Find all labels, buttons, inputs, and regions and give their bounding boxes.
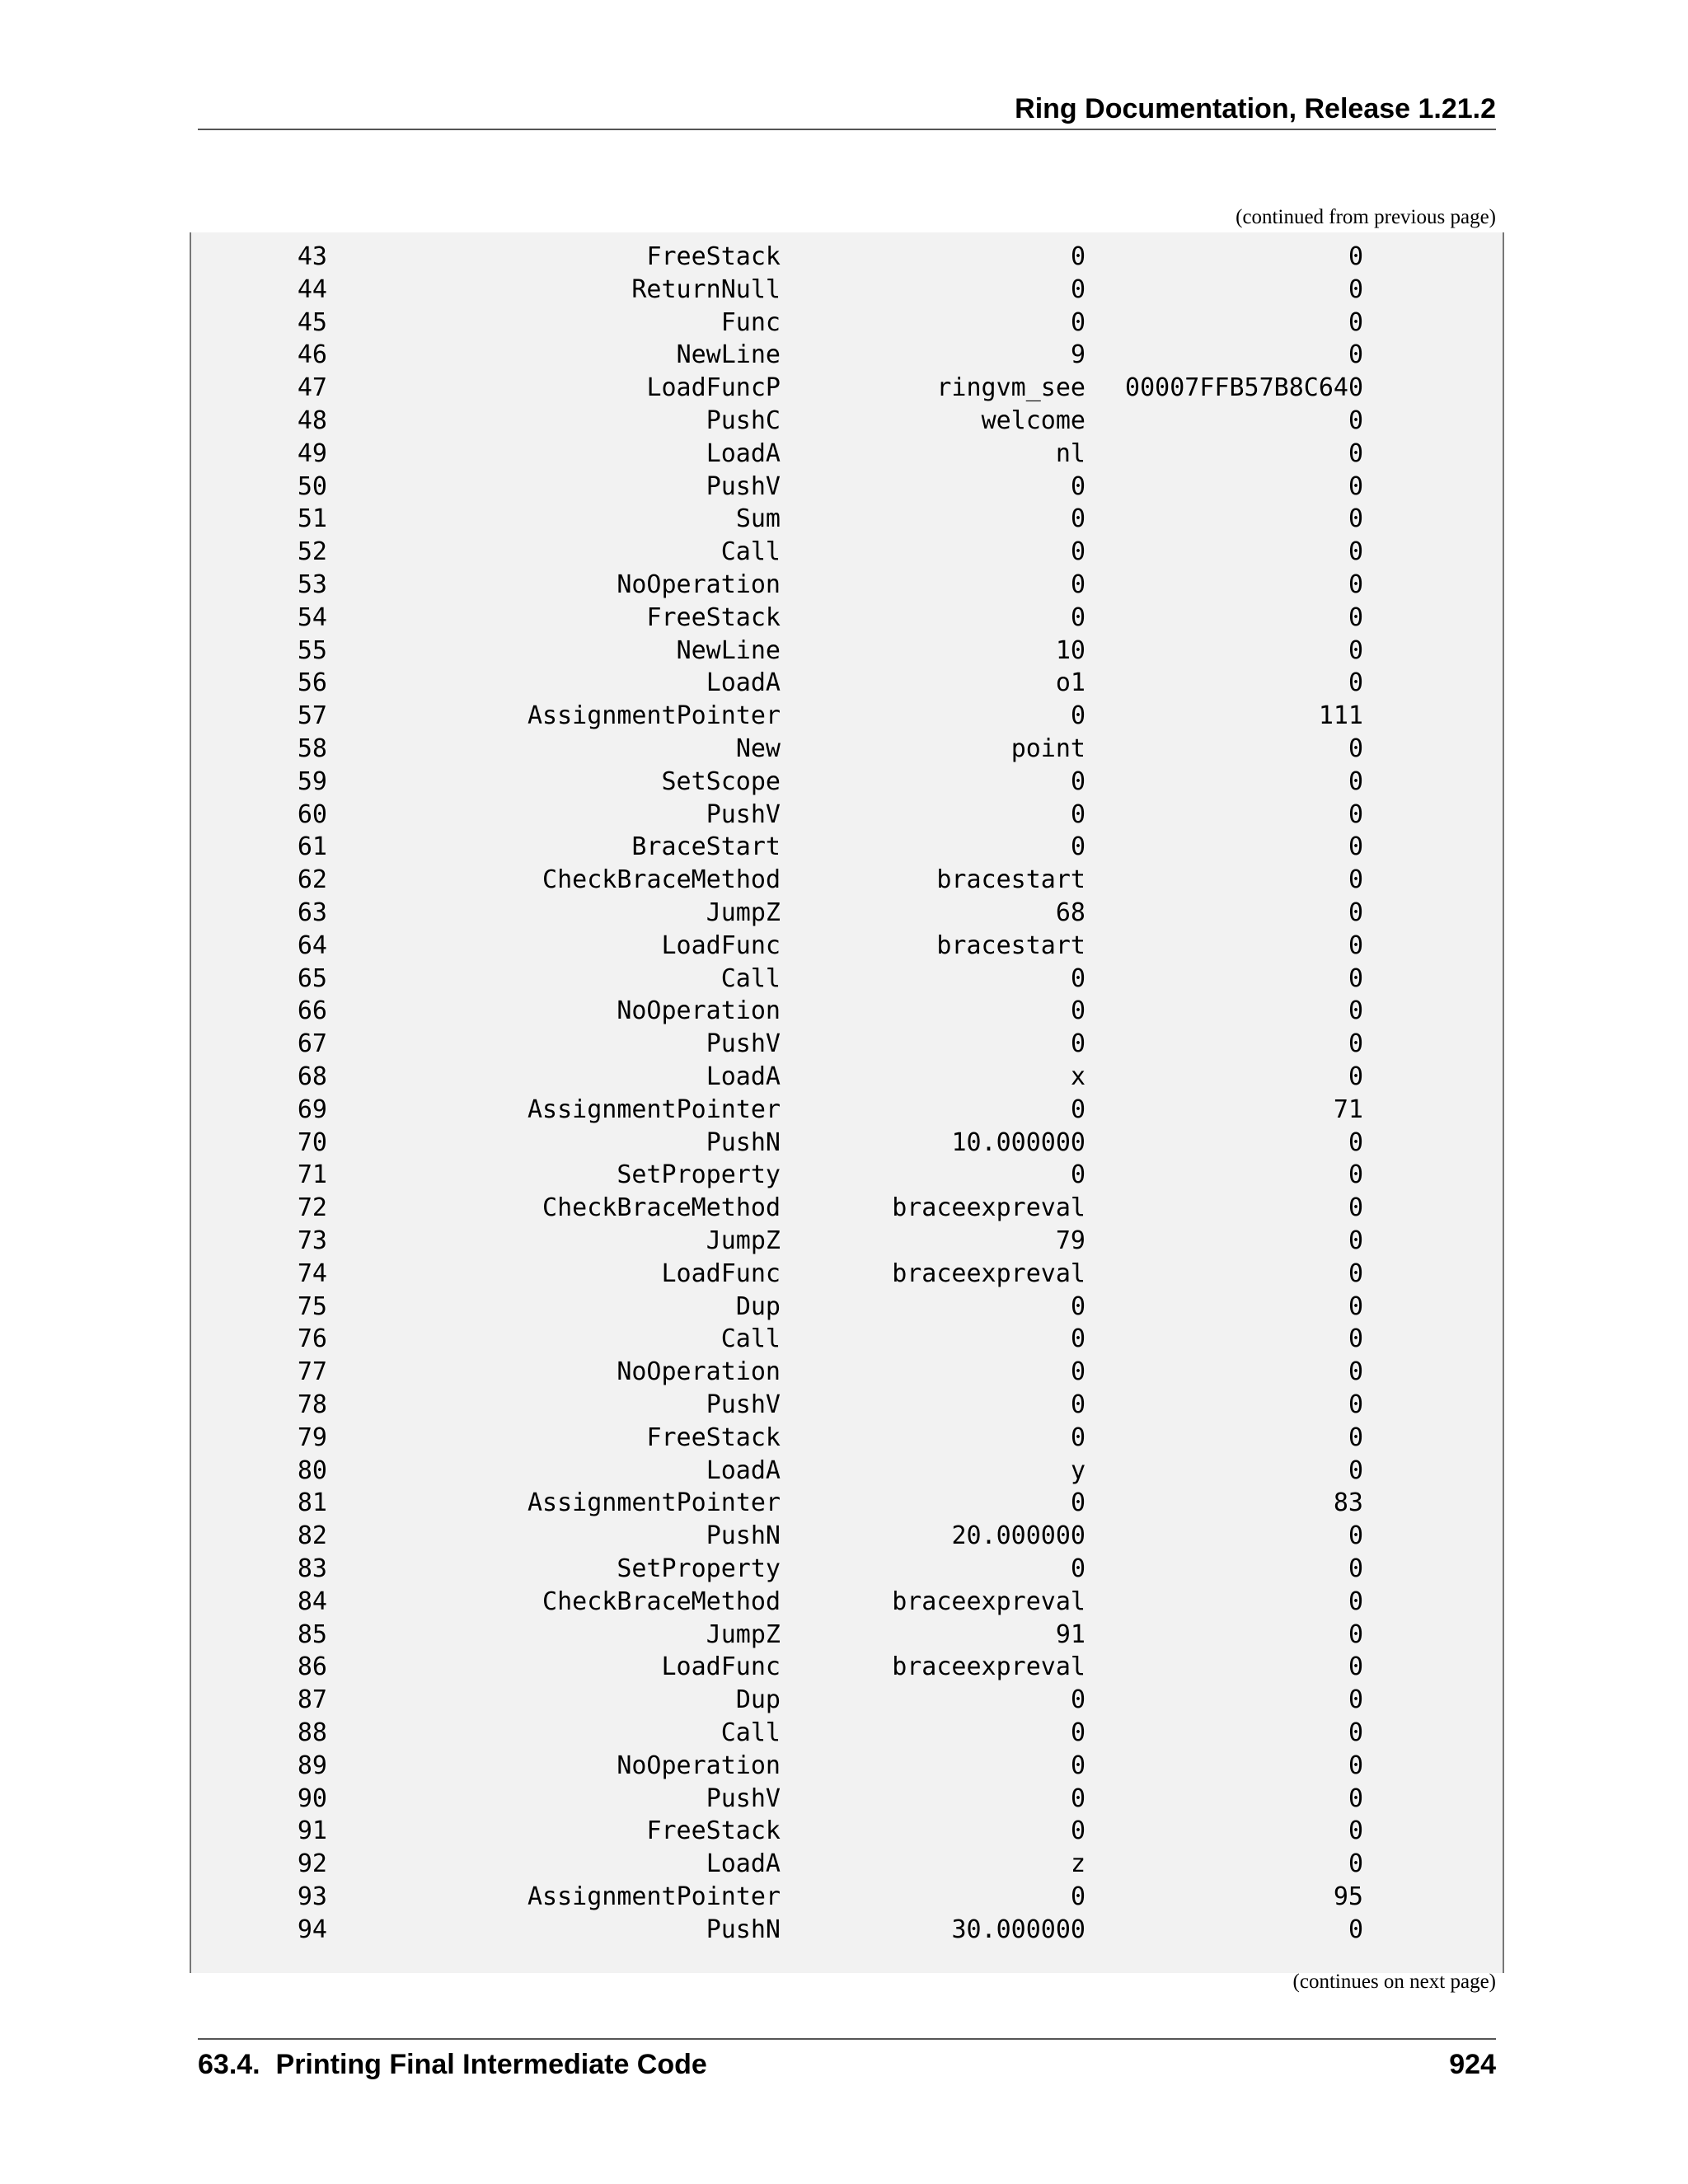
code-row [191, 897, 1503, 930]
operand-1: braceexpreval [892, 1258, 1085, 1288]
operand-1: 0 [1070, 471, 1085, 501]
line-number: 70 [297, 1127, 327, 1157]
operand-2: 0 [1348, 1652, 1363, 1682]
operand-2: 0 [1348, 471, 1363, 501]
operand-2: 0 [1348, 1915, 1363, 1944]
opcode: LoadFunc [661, 1258, 781, 1288]
line-number: 92 [297, 1849, 327, 1879]
operand-1: nl [1055, 438, 1085, 468]
operand-2: 0 [1348, 1685, 1363, 1715]
opcode: FreeStack [646, 242, 781, 271]
operand-2: 0 [1348, 1258, 1363, 1288]
line-number: 53 [297, 570, 327, 599]
operand-2: 0 [1348, 1586, 1363, 1616]
opcode: LoadA [706, 1062, 781, 1091]
operand-1: braceexpreval [892, 1586, 1085, 1616]
operand-2: 0 [1348, 1422, 1363, 1452]
operand-1: 0 [1070, 1291, 1085, 1321]
opcode: FreeStack [646, 602, 781, 632]
line-number: 76 [297, 1324, 327, 1354]
operand-2: 0 [1348, 438, 1363, 468]
operand-1: braceexpreval [892, 1652, 1085, 1682]
line-number: 44 [297, 274, 327, 304]
operand-1: 0 [1070, 1422, 1085, 1452]
opcode: Dup [735, 1291, 781, 1321]
opcode: PushN [706, 1127, 781, 1157]
code-row [191, 602, 1503, 635]
opcode: JumpZ [706, 1619, 781, 1649]
operand-2: 0 [1348, 1619, 1363, 1649]
line-number: 59 [297, 766, 327, 796]
operand-2: 0 [1348, 766, 1363, 796]
operand-2: 0 [1348, 799, 1363, 829]
opcode: LoadFunc [661, 1652, 781, 1682]
page-number: 924 [1449, 2049, 1496, 2080]
line-number: 91 [297, 1816, 327, 1846]
code-row [191, 1356, 1503, 1389]
operand-2: 0 [1348, 1029, 1363, 1059]
operand-2: 0 [1348, 340, 1363, 370]
opcode: PushC [706, 406, 781, 435]
operand-2: 0 [1348, 307, 1363, 337]
line-number: 50 [297, 471, 327, 501]
operand-1: 0 [1070, 537, 1085, 567]
operand-1: 79 [1055, 1226, 1085, 1255]
operand-2: 0 [1348, 1193, 1363, 1223]
operand-2: 0 [1348, 1062, 1363, 1091]
line-number: 90 [297, 1783, 327, 1813]
operand-1: 0 [1070, 1882, 1085, 1911]
operand-2: 0 [1348, 1324, 1363, 1354]
code-row [191, 1225, 1503, 1258]
opcode: PushV [706, 1390, 781, 1419]
operand-2: 0 [1348, 734, 1363, 763]
code-row [191, 372, 1503, 405]
code-row [191, 1848, 1503, 1881]
operand-1: 9 [1070, 340, 1085, 370]
opcode: SetScope [661, 766, 781, 796]
line-number: 85 [297, 1619, 327, 1649]
opcode: AssignmentPointer [527, 1094, 781, 1124]
operand-1: 68 [1055, 898, 1085, 927]
operand-1: braceexpreval [892, 1193, 1085, 1223]
line-number: 73 [297, 1226, 327, 1255]
code-row [191, 1717, 1503, 1750]
code-row [191, 1914, 1503, 1947]
code-row [191, 667, 1503, 700]
operand-2: 0 [1348, 602, 1363, 632]
operand-2: 0 [1348, 242, 1363, 271]
opcode: AssignmentPointer [527, 1882, 781, 1911]
code-row [191, 1651, 1503, 1684]
opcode: NoOperation [617, 996, 781, 1026]
operand-2: 0 [1348, 668, 1363, 698]
line-number: 61 [297, 832, 327, 862]
operand-1: 10.000000 [951, 1127, 1085, 1157]
opcode: PushN [706, 1521, 781, 1551]
opcode: JumpZ [706, 1226, 781, 1255]
operand-1: 0 [1070, 1816, 1085, 1846]
operand-2: 0 [1348, 1160, 1363, 1190]
opcode: PushV [706, 1783, 781, 1813]
opcode: NewLine [676, 340, 781, 370]
operand-1: bracestart [936, 865, 1085, 895]
code-row [191, 1783, 1503, 1816]
code-row [191, 995, 1503, 1028]
operand-1: 30.000000 [951, 1915, 1085, 1944]
operand-1: 0 [1070, 1750, 1085, 1780]
line-number: 45 [297, 307, 327, 337]
opcode: Sum [735, 504, 781, 534]
code-row [191, 1258, 1503, 1291]
operand-2: 0 [1348, 1390, 1363, 1419]
code-row [191, 1127, 1503, 1160]
operand-1: 0 [1070, 1390, 1085, 1419]
line-number: 78 [297, 1390, 327, 1419]
continues-on-note: (continues on next page) [1292, 1971, 1496, 1993]
code-row [191, 1520, 1503, 1553]
opcode: CheckBraceMethod [542, 865, 781, 895]
line-number: 72 [297, 1193, 327, 1223]
operand-1: 0 [1070, 1685, 1085, 1715]
opcode: PushV [706, 1029, 781, 1059]
opcode: Call [720, 1324, 781, 1354]
opcode: FreeStack [646, 1816, 781, 1846]
operand-1: 20.000000 [951, 1521, 1085, 1551]
opcode: NewLine [676, 635, 781, 665]
code-row [191, 1455, 1503, 1488]
code-block [190, 232, 1504, 1973]
opcode: PushN [706, 1915, 781, 1944]
code-row [191, 733, 1503, 766]
opcode: PushV [706, 471, 781, 501]
opcode: BraceStart [631, 832, 781, 862]
code-row [191, 503, 1503, 536]
opcode: New [735, 734, 781, 763]
code-row [191, 1815, 1503, 1848]
opcode: Func [720, 307, 781, 337]
opcode: Call [720, 537, 781, 567]
line-number: 57 [297, 701, 327, 731]
operand-2: 0 [1348, 537, 1363, 567]
operand-2: 0 [1348, 1554, 1363, 1583]
code-row [191, 1422, 1503, 1455]
code-row [191, 1881, 1503, 1914]
operand-2: 0 [1348, 406, 1363, 435]
line-number: 60 [297, 799, 327, 829]
line-number: 79 [297, 1422, 327, 1452]
operand-1: 0 [1070, 701, 1085, 731]
operand-1: 0 [1070, 274, 1085, 304]
code-row [191, 700, 1503, 733]
operand-1: 0 [1070, 1324, 1085, 1354]
operand-2: 83 [1333, 1488, 1363, 1518]
code-row [191, 438, 1503, 471]
code-row [191, 831, 1503, 864]
opcode: ReturnNull [631, 274, 781, 304]
code-row [191, 766, 1503, 799]
operand-2: 0 [1348, 996, 1363, 1026]
operand-2: 0 [1348, 832, 1363, 862]
line-number: 65 [297, 963, 327, 993]
line-number: 94 [297, 1915, 327, 1944]
line-number: 81 [297, 1488, 327, 1518]
operand-1: 0 [1070, 832, 1085, 862]
code-row [191, 1586, 1503, 1619]
code-row [191, 536, 1503, 569]
operand-1: 91 [1055, 1619, 1085, 1649]
operand-1: 0 [1070, 963, 1085, 993]
operand-2: 0 [1348, 570, 1363, 599]
operand-1: 0 [1070, 1094, 1085, 1124]
operand-2: 0 [1348, 1357, 1363, 1387]
code-row [191, 1061, 1503, 1094]
operand-2: 00007FFB57B8C640 [1125, 373, 1363, 403]
line-number: 64 [297, 930, 327, 960]
line-number: 82 [297, 1521, 327, 1551]
code-row [191, 1553, 1503, 1586]
operand-2: 111 [1318, 701, 1363, 731]
line-number: 67 [297, 1029, 327, 1059]
opcode: CheckBraceMethod [542, 1193, 781, 1223]
operand-1: 0 [1070, 307, 1085, 337]
code-row [191, 1028, 1503, 1061]
code-row [191, 569, 1503, 602]
line-number: 46 [297, 340, 327, 370]
operand-1: 0 [1070, 602, 1085, 632]
operand-1: welcome [981, 406, 1085, 435]
operand-2: 0 [1348, 898, 1363, 927]
line-number: 58 [297, 734, 327, 763]
operand-2: 0 [1348, 1750, 1363, 1780]
line-number: 87 [297, 1685, 327, 1715]
operand-2: 0 [1348, 1521, 1363, 1551]
operand-1: y [1070, 1455, 1085, 1485]
code-row [191, 864, 1503, 897]
section-title: 63.4. Printing Final Intermediate Code [198, 2049, 707, 2080]
opcode: LoadFunc [661, 930, 781, 960]
code-row [191, 799, 1503, 832]
opcode: NoOperation [617, 570, 781, 599]
operand-2: 0 [1348, 504, 1363, 534]
code-row [191, 930, 1503, 963]
opcode: FreeStack [646, 1422, 781, 1452]
opcode: NoOperation [617, 1357, 781, 1387]
code-row [191, 1684, 1503, 1717]
opcode: AssignmentPointer [527, 1488, 781, 1518]
line-number: 84 [297, 1586, 327, 1616]
operand-1: 0 [1070, 1488, 1085, 1518]
operand-2: 0 [1348, 1718, 1363, 1747]
operand-1: 0 [1070, 1357, 1085, 1387]
opcode: LoadA [706, 668, 781, 698]
operand-2: 0 [1348, 963, 1363, 993]
operand-2: 0 [1348, 1291, 1363, 1321]
line-number: 69 [297, 1094, 327, 1124]
operand-1: o1 [1055, 668, 1085, 698]
code-row [191, 1323, 1503, 1356]
opcode: Call [720, 1718, 781, 1747]
operand-1: 0 [1070, 1029, 1085, 1059]
code-row [191, 1192, 1503, 1225]
opcode: LoadA [706, 438, 781, 468]
line-number: 47 [297, 373, 327, 403]
operand-1: 10 [1055, 635, 1085, 665]
code-row [191, 307, 1503, 340]
code-row [191, 1291, 1503, 1324]
line-number: 74 [297, 1258, 327, 1288]
operand-1: 0 [1070, 766, 1085, 796]
operand-1: bracestart [936, 930, 1085, 960]
operand-1: 0 [1070, 570, 1085, 599]
code-row [191, 963, 1503, 996]
line-number: 80 [297, 1455, 327, 1485]
line-number: 77 [297, 1357, 327, 1387]
line-number: 93 [297, 1882, 327, 1911]
operand-2: 0 [1348, 1127, 1363, 1157]
opcode: LoadA [706, 1455, 781, 1485]
operand-2: 0 [1348, 1816, 1363, 1846]
line-number: 71 [297, 1160, 327, 1190]
operand-1: 0 [1070, 1718, 1085, 1747]
operand-2: 0 [1348, 1783, 1363, 1813]
page-header [198, 89, 1496, 130]
operand-1: 0 [1070, 242, 1085, 271]
opcode: SetProperty [617, 1554, 781, 1583]
opcode: JumpZ [706, 898, 781, 927]
code-row [191, 241, 1503, 274]
line-number: 49 [297, 438, 327, 468]
operand-1: 0 [1070, 1160, 1085, 1190]
line-number: 51 [297, 504, 327, 534]
opcode: Call [720, 963, 781, 993]
opcode: PushV [706, 799, 781, 829]
code-row [191, 1750, 1503, 1783]
code-row [191, 1389, 1503, 1422]
operand-1: 0 [1070, 996, 1085, 1026]
code-row [191, 635, 1503, 668]
document-title: Ring Documentation, Release 1.21.2 [1015, 93, 1496, 124]
operand-1: 0 [1070, 1783, 1085, 1813]
operand-1: 0 [1070, 799, 1085, 829]
opcode: CheckBraceMethod [542, 1586, 781, 1616]
operand-2: 0 [1348, 1849, 1363, 1879]
code-row [191, 1487, 1503, 1520]
line-number: 86 [297, 1652, 327, 1682]
code-row [191, 339, 1503, 372]
line-number: 43 [297, 242, 327, 271]
line-number: 63 [297, 898, 327, 927]
line-number: 88 [297, 1718, 327, 1747]
code-row [191, 471, 1503, 504]
line-number: 55 [297, 635, 327, 665]
page-footer [198, 2038, 1496, 2088]
code-row [191, 405, 1503, 438]
code-row [191, 274, 1503, 307]
line-number: 83 [297, 1554, 327, 1583]
operand-2: 0 [1348, 1455, 1363, 1485]
opcode: LoadFuncP [646, 373, 781, 403]
opcode: LoadA [706, 1849, 781, 1879]
code-row [191, 1159, 1503, 1192]
code-row [191, 1619, 1503, 1652]
operand-2: 0 [1348, 274, 1363, 304]
operand-2: 95 [1333, 1882, 1363, 1911]
line-number: 75 [297, 1291, 327, 1321]
operand-2: 71 [1333, 1094, 1363, 1124]
line-number: 68 [297, 1062, 327, 1091]
operand-2: 0 [1348, 865, 1363, 895]
line-number: 62 [297, 865, 327, 895]
continued-from-note: (continued from previous page) [1236, 206, 1496, 228]
operand-2: 0 [1348, 930, 1363, 960]
opcode: NoOperation [617, 1750, 781, 1780]
line-number: 56 [297, 668, 327, 698]
opcode: Dup [735, 1685, 781, 1715]
code-row [191, 1094, 1503, 1127]
line-number: 66 [297, 996, 327, 1026]
operand-1: point [1010, 734, 1085, 763]
opcode: SetProperty [617, 1160, 781, 1190]
operand-1: ringvm_see [936, 373, 1085, 403]
line-number: 52 [297, 537, 327, 567]
operand-1: x [1070, 1062, 1085, 1091]
operand-2: 0 [1348, 635, 1363, 665]
line-number: 54 [297, 602, 327, 632]
operand-2: 0 [1348, 1226, 1363, 1255]
operand-1: 0 [1070, 1554, 1085, 1583]
operand-1: 0 [1070, 504, 1085, 534]
line-number: 48 [297, 406, 327, 435]
operand-1: z [1070, 1849, 1085, 1879]
opcode: AssignmentPointer [527, 701, 781, 731]
line-number: 89 [297, 1750, 327, 1780]
